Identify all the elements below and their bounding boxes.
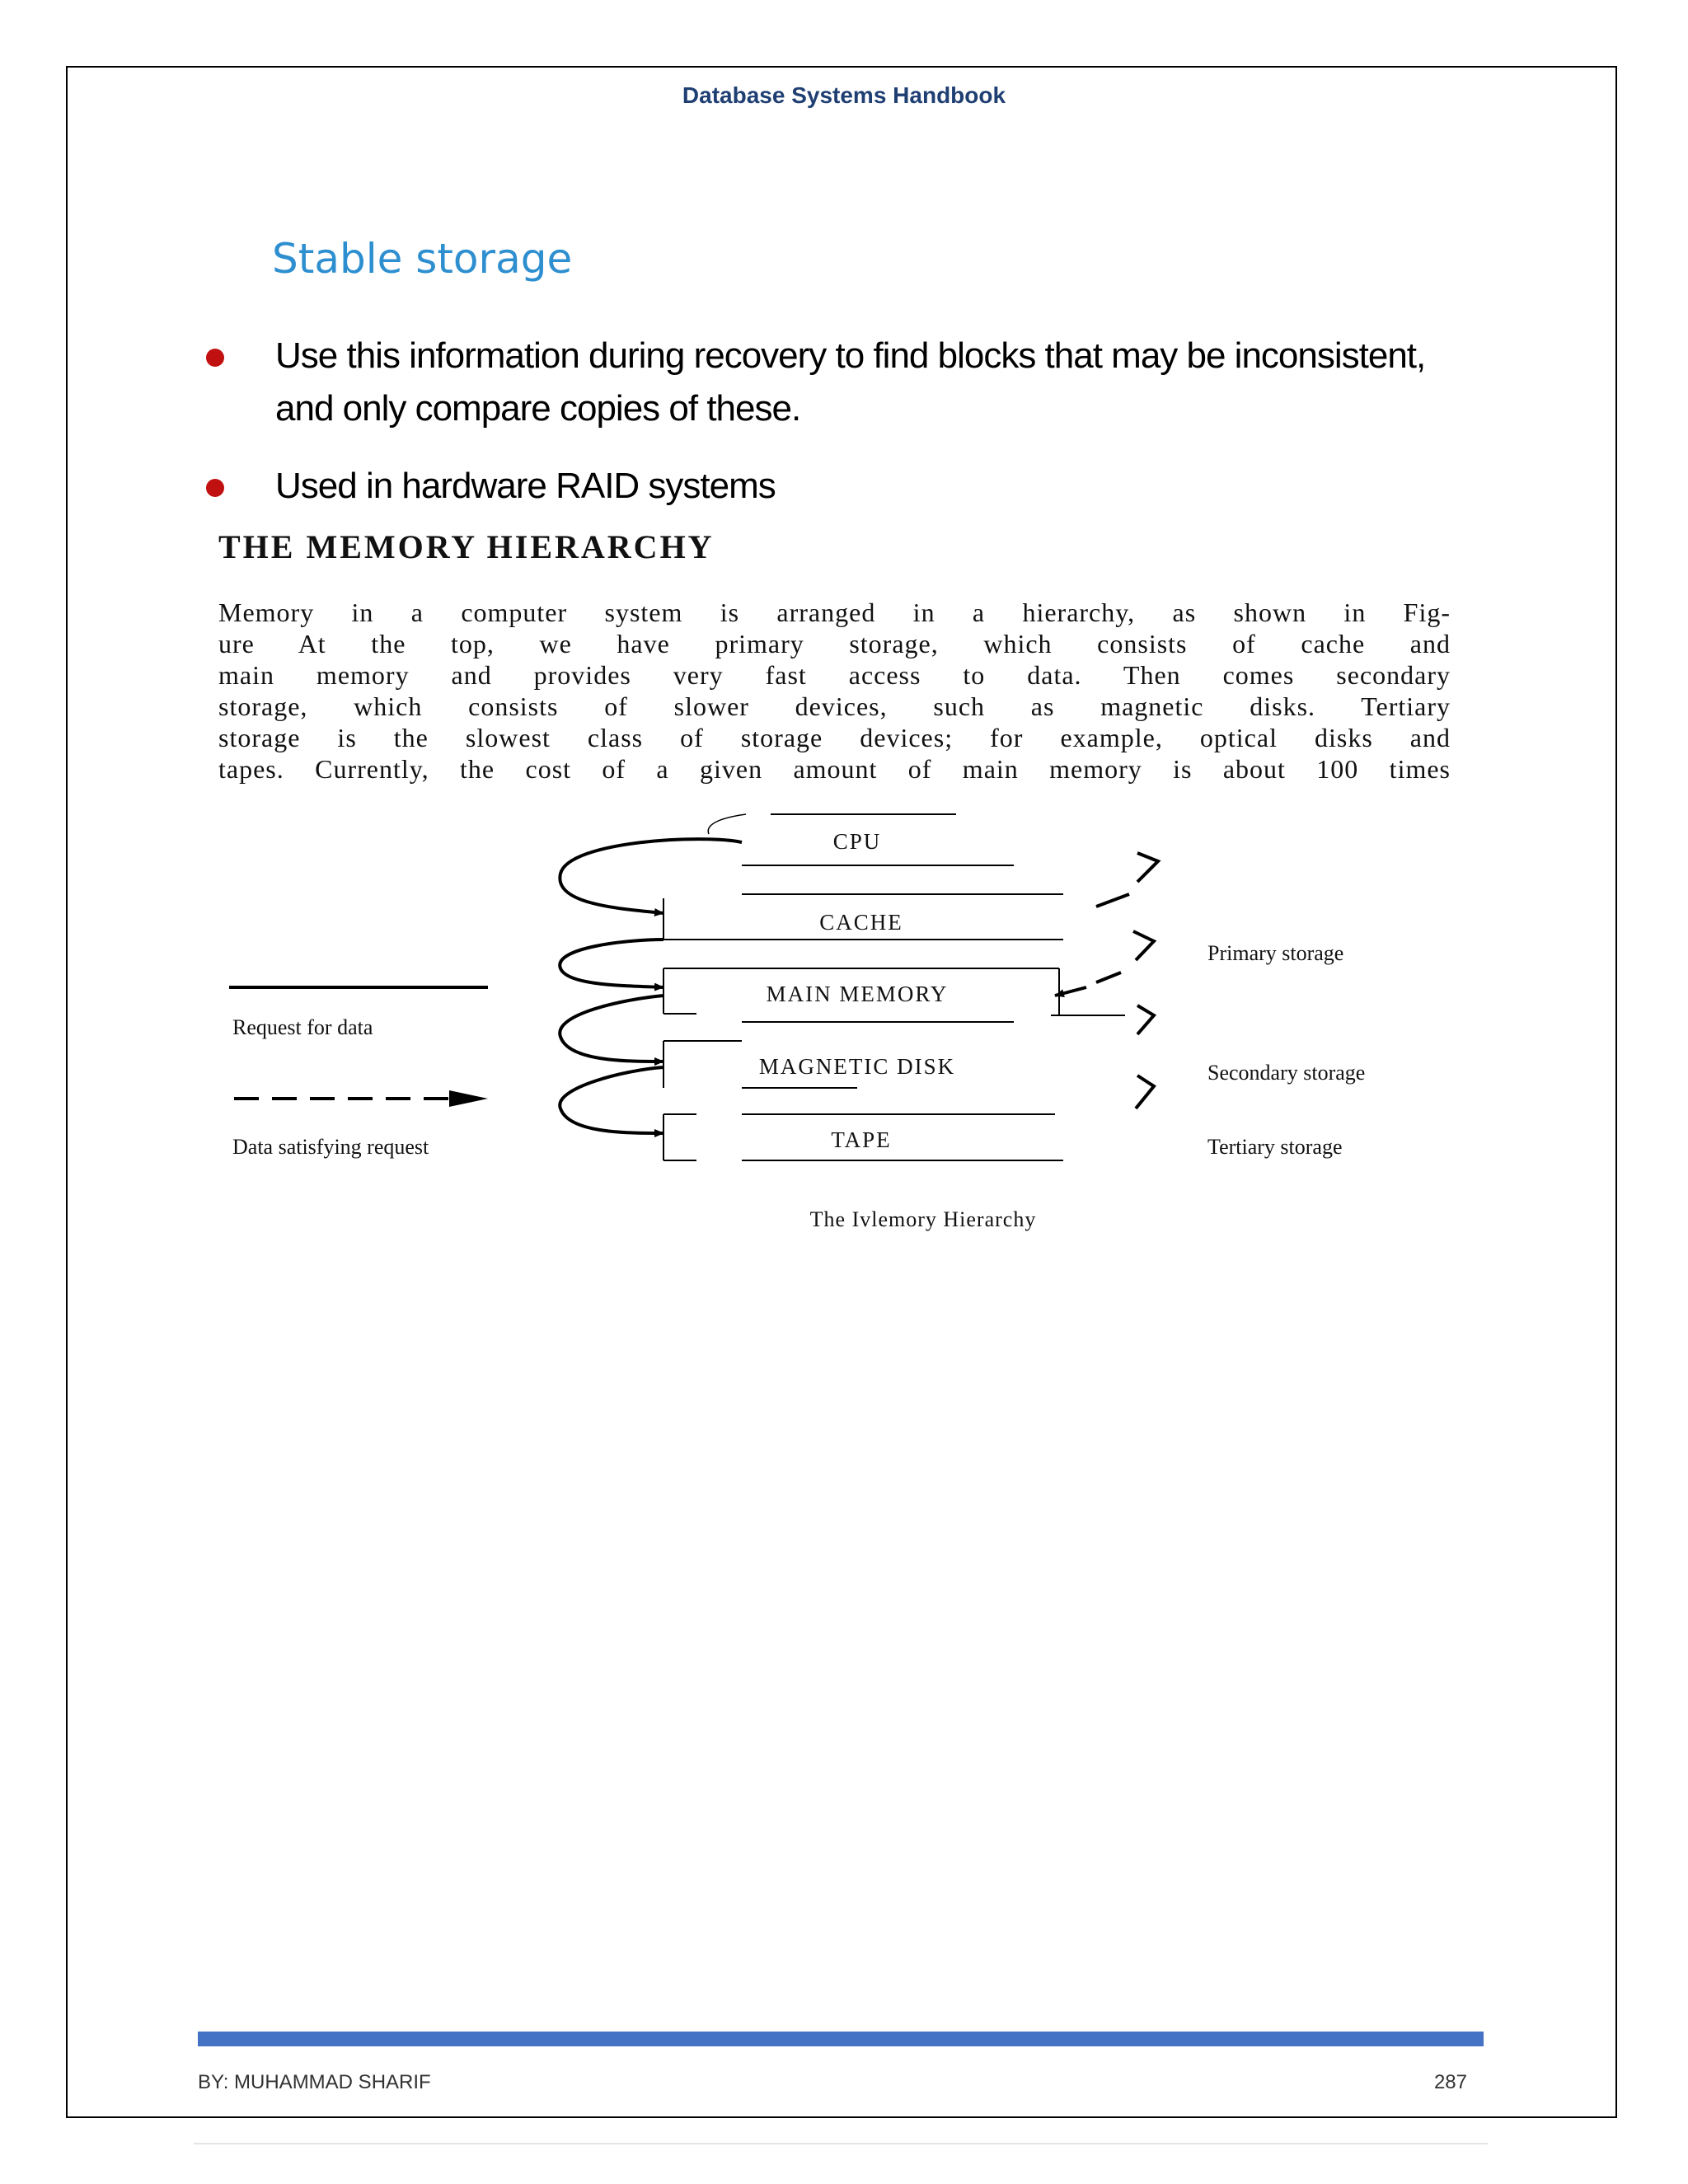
footer-author: BY: MUHAMMAD SHARIF <box>198 2071 431 2093</box>
primary-storage-label: Primary storage <box>1207 941 1344 965</box>
bullet-dot-icon <box>206 479 224 497</box>
paragraph-line: main memory and provides very fast access to data. Then comes secondary <box>218 660 1451 690</box>
bullet-text-line: Use this information during recovery to find blocks that may be inconsistent, <box>275 335 1426 376</box>
level-cpu-label: CPU <box>832 829 882 854</box>
bullet-item-raid <box>198 460 1484 513</box>
footer-page-number: 287 <box>1433 2071 1467 2093</box>
level-magnetic-disk-label: MAGNETIC DISK <box>758 1054 956 1079</box>
legend-request-label: Request for data <box>232 1015 373 1039</box>
bullet-dot-icon <box>206 349 224 367</box>
secondary-storage-label: Secondary storage <box>1207 1061 1366 1085</box>
level-tape-label: TAPE <box>831 1127 892 1152</box>
level-cache-label: CACHE <box>819 910 903 935</box>
memory-hierarchy-paragraph <box>218 597 1451 785</box>
running-header: Database Systems Handbook <box>682 82 1006 108</box>
bullet-text-line: and only compare copies of these. <box>275 388 801 429</box>
bullet-text-line: Used in hardware RAID systems <box>275 466 776 506</box>
paragraph-line: ure At the top, we have primary storage, which consists of cache and <box>218 629 1451 658</box>
legend-satisfy-label: Data satisfying request <box>232 1135 429 1159</box>
bottom-rule <box>194 2143 1488 2144</box>
bullet-item-recovery <box>198 330 1484 435</box>
memory-hierarchy-heading: THE MEMORY HIERARCHY <box>218 528 715 565</box>
tertiary-storage-label: Tertiary storage <box>1207 1135 1343 1159</box>
diagram-caption: The Ivlemory Hierarchy <box>809 1207 1037 1231</box>
paragraph-line: storage, which consists of slower devices, such as magnetic disks. Tertiary <box>218 691 1451 721</box>
section-title: Stable storage <box>272 235 573 283</box>
paragraph-line: Memory in a computer system is arranged in a hierarchy, as shown in Fig- <box>218 598 1451 627</box>
paragraph-line: tapes. Currently, the cost of a given amount of main memory is about 100 times <box>218 754 1451 784</box>
footer-accent-bar <box>198 2032 1484 2046</box>
paragraph-line: storage is the slowest class of storage devices; for example, optical disks and <box>218 723 1451 752</box>
bullet-list <box>198 330 1484 513</box>
level-main-memory-label: MAIN MEMORY <box>766 982 949 1006</box>
